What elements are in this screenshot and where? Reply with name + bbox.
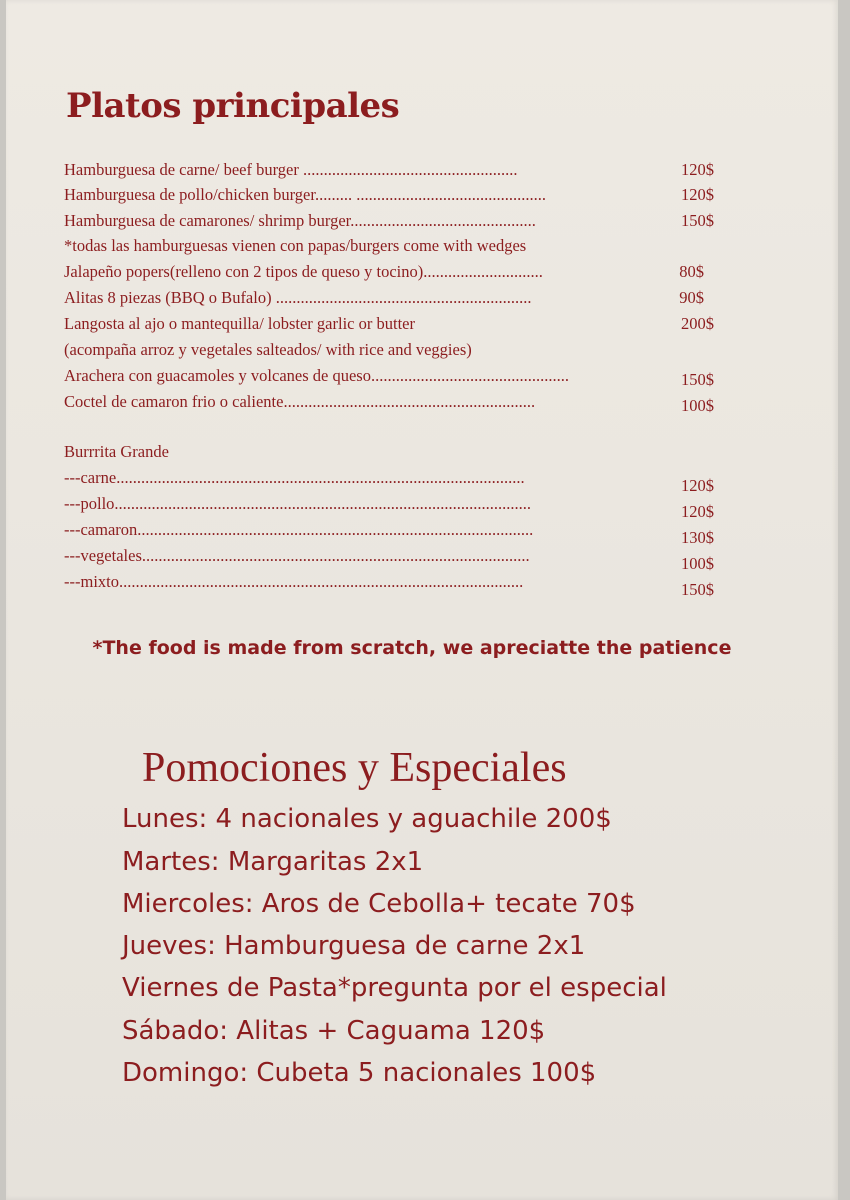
item-name: ---carne................................................................................................... (64, 468, 525, 487)
menu-item (64, 288, 724, 310)
burrito-item (64, 468, 724, 495)
menu-item (64, 185, 724, 207)
promo-line: Lunes: 4 nacionales y aguachile 200$ (122, 804, 612, 834)
menu-item (64, 366, 724, 388)
item-name: (acompaña arroz y vegetales salteados/ with rice and veggies) (64, 340, 472, 359)
item-name: Hamburguesa de pollo/chicken burger......... .............................................. (64, 185, 546, 204)
promo-line: Sábado: Alitas + Caguama 120$ (122, 1016, 546, 1046)
item-price: 150$ (681, 370, 714, 389)
promo-line: Miercoles: Aros de Cebolla+ tecate 70$ (122, 889, 636, 919)
burrito-item (64, 494, 724, 521)
promo-line: Jueves: Hamburguesa de carne 2x1 (122, 931, 586, 961)
burrito-item (64, 546, 724, 573)
promo-line: Domingo: Cubeta 5 nacionales 100$ (122, 1058, 597, 1088)
item-name: ---pollo..................................................................................................... (64, 494, 532, 513)
item-name: ---camaron................................................................................................ (64, 520, 534, 539)
item-price: 90$ (679, 288, 704, 307)
item-price: 150$ (681, 580, 714, 599)
burrito-item (64, 572, 724, 599)
menu-item (64, 211, 724, 233)
menu-item-price-row (64, 160, 724, 182)
page-title: Platos principales (66, 86, 400, 126)
section-heading: Burrrita Grande (64, 442, 169, 461)
menu-note-line (64, 340, 724, 362)
item-name: *todas las hamburguesas vienen con papas/burgers come with wedges (64, 236, 527, 255)
item-price: 130$ (681, 528, 714, 547)
burrito-heading (64, 442, 724, 464)
item-price: 120$ (681, 185, 714, 204)
burrito-item (64, 520, 724, 547)
item-price: 100$ (681, 396, 714, 415)
item-price: 100$ (681, 554, 714, 573)
menu-item (64, 314, 724, 336)
item-name: Hamburguesa de carne/ beef burger .................................................... (64, 160, 518, 179)
item-price: 120$ (681, 502, 714, 521)
promo-line: Martes: Margaritas 2x1 (122, 847, 424, 877)
menu-page (6, 0, 838, 1200)
item-price: 80$ (679, 262, 704, 281)
item-price: 120$ (681, 476, 714, 495)
item-name: Alitas 8 piezas (BBQ o Bufalo) .............................................................. (64, 288, 532, 307)
item-price: 120$ (681, 160, 714, 179)
item-name: Coctel de camaron frio o caliente............................................................. (64, 392, 536, 411)
menu-note-line (64, 236, 724, 258)
promo-line: Viernes de Pasta*pregunta por el especial (122, 973, 667, 1003)
item-name: Arachera con guacamoles y volcanes de queso................................................ (64, 366, 569, 385)
kitchen-note: *The food is made from scratch, we apreciatte the patience (92, 637, 732, 659)
item-price: 200$ (681, 314, 714, 333)
menu-item (64, 262, 724, 284)
item-name: Langosta al ajo o mantequilla/ lobster garlic or butter (64, 314, 415, 333)
item-name: ---vegetales.............................................................................................. (64, 546, 530, 565)
item-name: Hamburguesa de camarones/ shrimp burger............................................. (64, 211, 536, 230)
item-name: ---mixto.................................................................................................. (64, 572, 524, 591)
promotions-title: Pomociones y Especiales (142, 745, 567, 791)
item-name: Jalapeño popers(relleno con 2 tipos de queso y tocino)............................. (64, 262, 543, 281)
item-price: 150$ (681, 211, 714, 230)
menu-item (64, 392, 724, 414)
